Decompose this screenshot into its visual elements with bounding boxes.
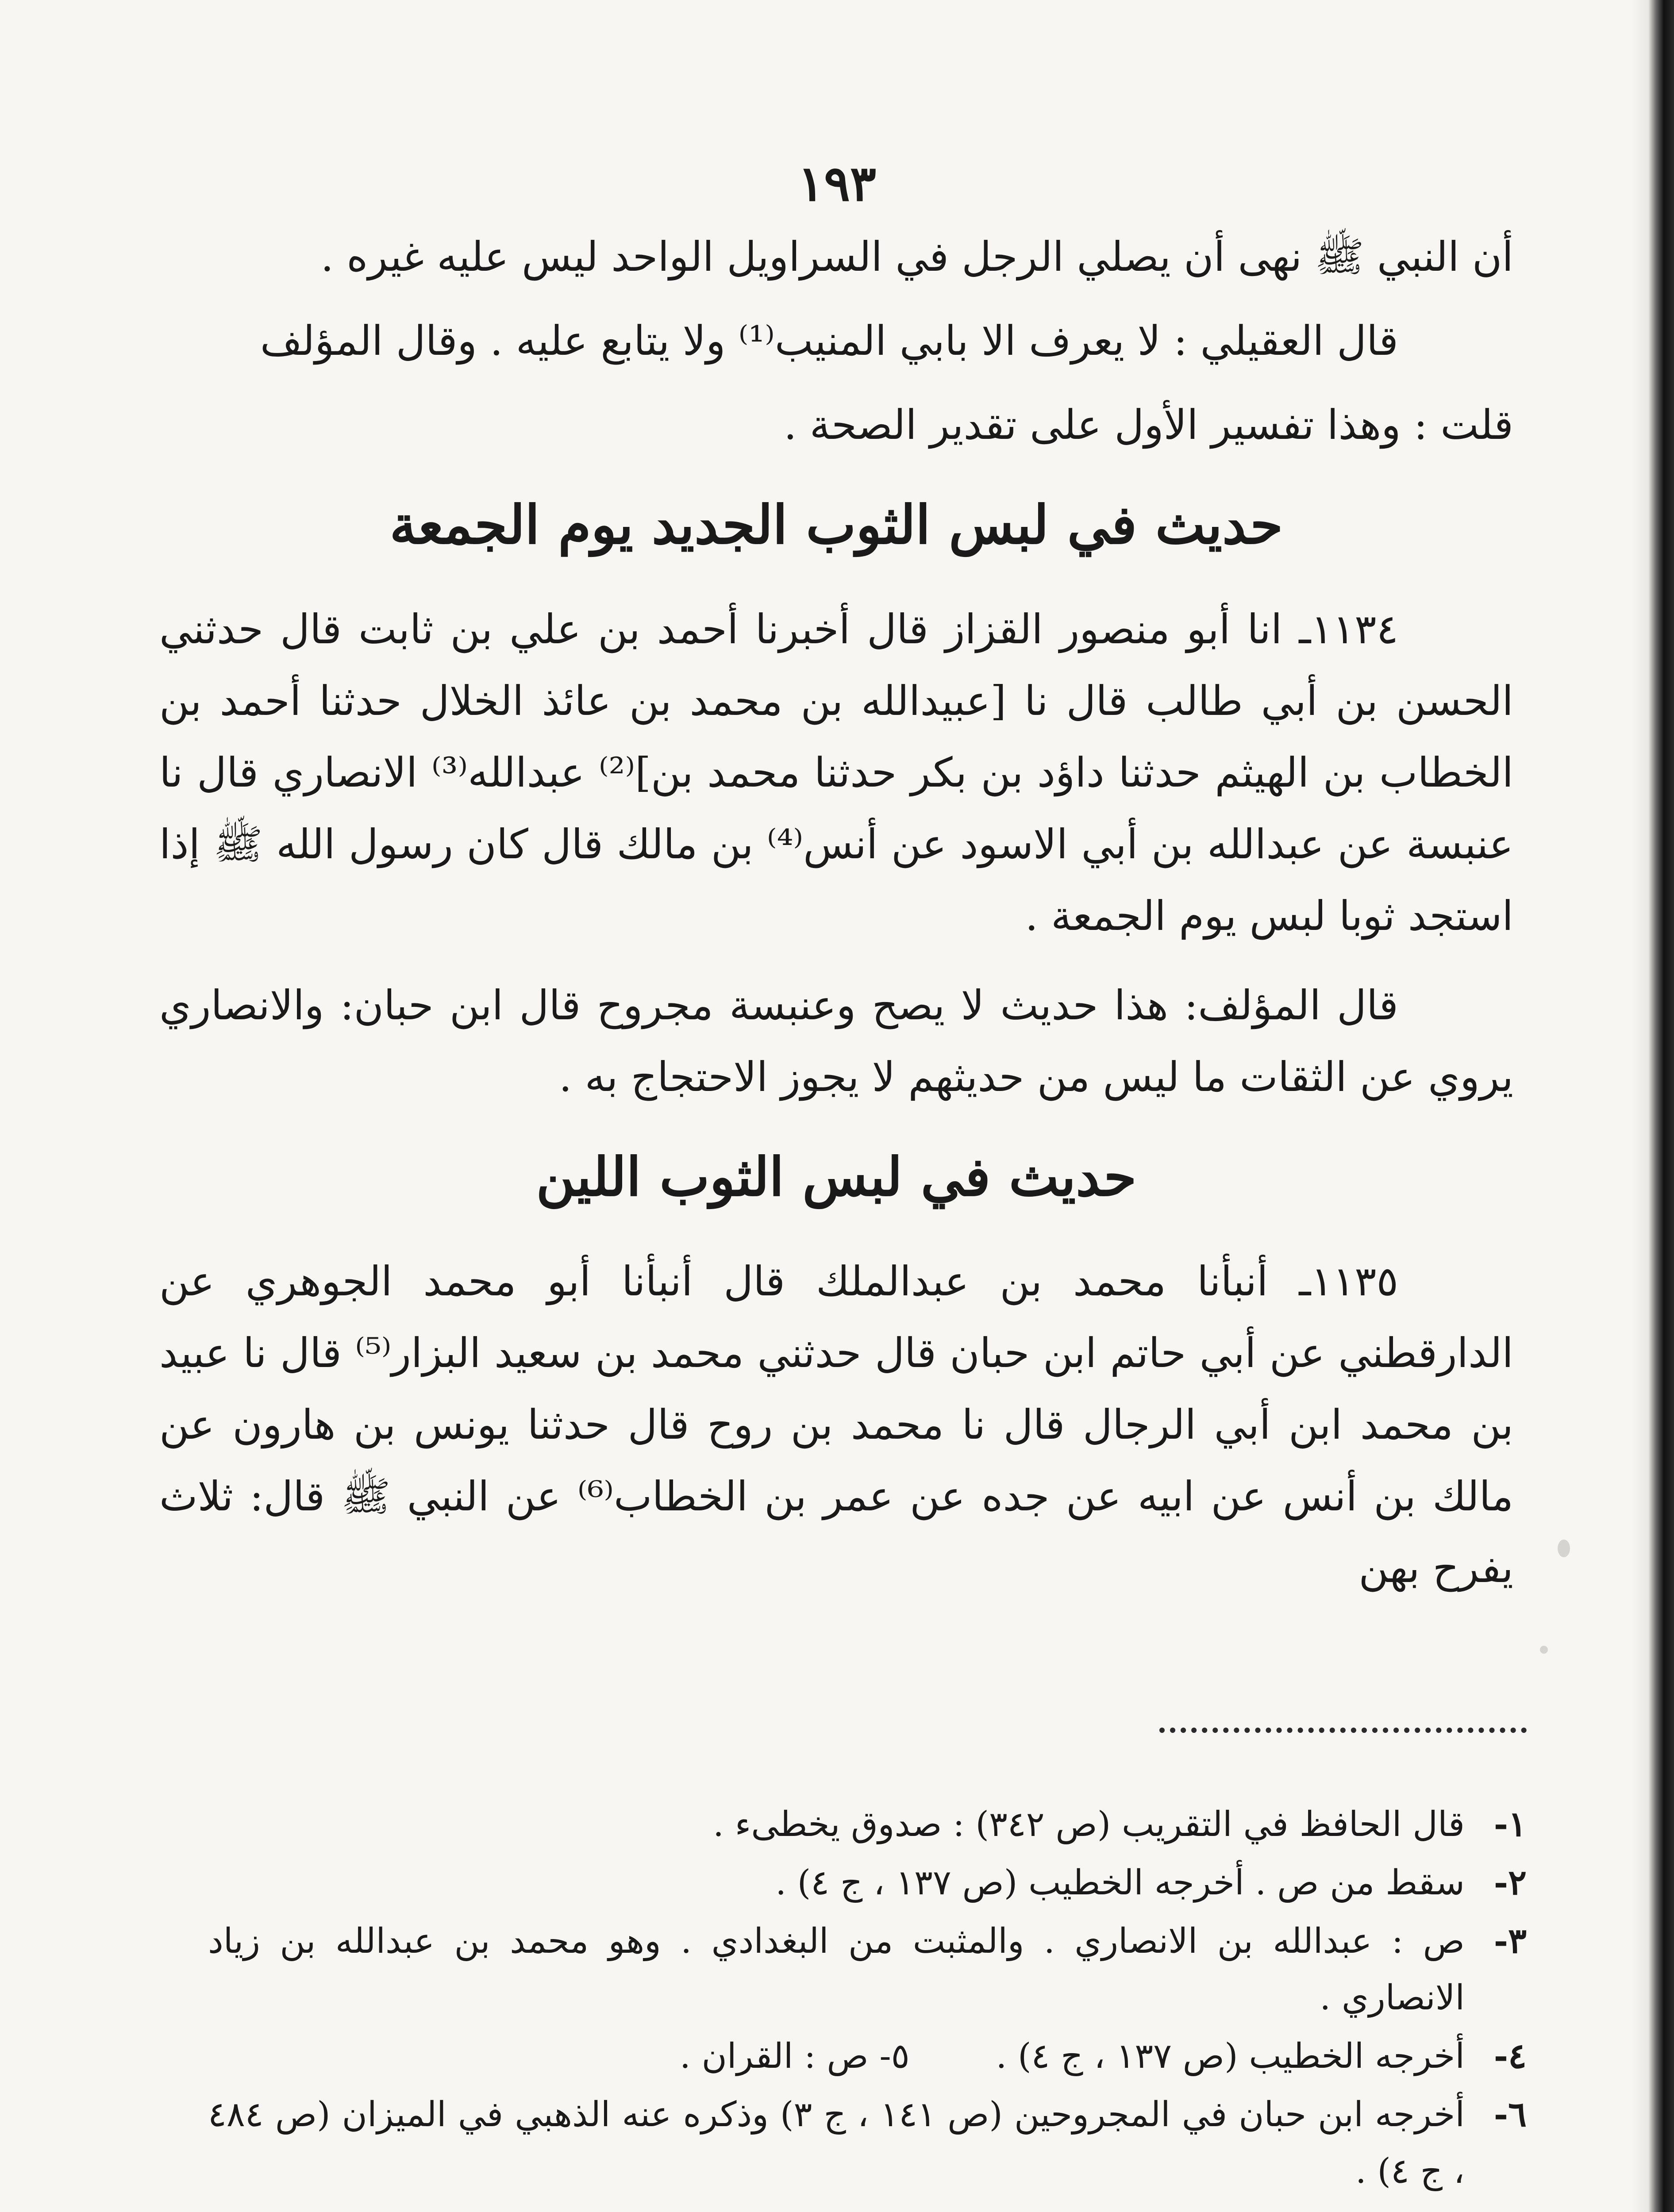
footnote-text: أخرجه ابن حبان في المجروحين (ص ١٤١ ، ج ٣) وذكره عنه الذهبي في الميزان (ص ٤٨٤ ، ج ٤) .: [208, 2095, 1465, 2191]
footnote-text: سقط من ص . أخرجه الخطيب (ص ١٣٧ ، ج ٤) .: [775, 1863, 1465, 1903]
main-text: [159, 221, 1513, 1617]
author-comment-1134: قال المؤلف: هذا حديث لا يصح وعنبسة مجروح قال ابن حبان: والانصاري يروي عن الثقات ما ليس من حديثهم لا يجوز الاحتجاج به .: [159, 982, 1513, 1101]
footnote-number: ٢-: [1493, 1863, 1527, 1903]
footnote-number: ٣-: [1493, 1921, 1527, 1961]
footnote-number: ٤-: [1493, 2036, 1527, 2076]
hadith-1135: ١١٣٥ـ أنبأنا محمد بن عبدالملك قال أنبأنا أبو محمد الجوهري عن الدارقطني عن أبي حاتم ابن حبان قال حدثني محمد بن سعيد البزار⁽⁵⁾ قال نا عبيد بن محمد ابن أبي الرجال قال نا محمد بن روح قال حدثنا يونس بن هارون عن مالك بن أنس عن ابيه عن جده عن عمر بن الخطاب⁽⁶⁾ عن النبي ﷺ قال: ثلاث يفرح بهن: [159, 1258, 1513, 1592]
scan-speck: [1540, 1646, 1548, 1654]
footnote-number: ٦-: [1493, 2094, 1527, 2135]
footnote-item: [208, 1855, 1527, 1911]
section-heading-soft-garment: حديث في لبس الثوب اللين: [536, 1146, 1137, 1208]
footnote-text: [208, 2028, 1465, 2085]
paragraph-uqayli-comment: قال العقيلي : لا يعرف الا بابي المنيب⁽¹⁾ ولا يتابع عليه . وقال المؤلف: [260, 317, 1398, 365]
scan-speck: [1558, 1540, 1570, 1557]
footnote-inline-number: ٥-: [879, 2036, 910, 2076]
book-spine-edge: [1648, 0, 1674, 2212]
hadith-1134: ١١٣٤ـ انا أبو منصور القزاز قال أخبرنا أحمد بن علي بن ثابت قال حدثني الحسن بن أبي طالب قال نا [عبيدالله بن محمد بن عائذ الخلال حدثنا أحمد بن الخطاب بن الهيثم حدثنا داؤد بن بكر حدثنا محمد بن]⁽²⁾ عبدالله⁽³⁾ الانصاري قال نا عنبسة عن عبدالله بن أبي الاسود عن أنس⁽⁴⁾ بن مالك قال كان رسول الله ﷺ إذا استجد ثوبا لبس يوم الجمعة .: [159, 606, 1513, 940]
footnote-inline-text: ص : القران .: [679, 2036, 869, 2076]
footnote-separator: [1159, 1728, 1527, 1733]
footnote-item: [208, 1913, 1527, 2026]
footnote-text: ص : عبدالله بن الانصاري . والمثبت من البغدادي . وهو محمد بن عبدالله بن زياد الانصاري .: [208, 1921, 1465, 2018]
page-gutter-shadow: [1631, 0, 1648, 2212]
section-heading-new-garment: حديث في لبس الثوب الجديد يوم الجمعة: [389, 494, 1283, 556]
footnotes: [208, 1796, 1527, 2201]
footnote-text: قال الحافظ في التقريب (ص ٣٤٢) : صدوق يخطىء .: [713, 1805, 1465, 1844]
footnote-item: [208, 2028, 1527, 2085]
page-number: ١٩٣: [797, 155, 877, 212]
footnote-item: [208, 2086, 1527, 2200]
paragraph-hadith-continuation: أن النبي ﷺ نهى أن يصلي الرجل في السراويل الواحد ليس عليه غيره .: [320, 233, 1513, 280]
paragraph-author-note: قلت : وهذا تفسير الأول على تقدير الصحة .: [784, 401, 1513, 449]
footnote-number: ١-: [1493, 1804, 1527, 1844]
footnote-text-part: أخرجه الخطيب (ص ١٣٧ ، ج ٤) .: [996, 2036, 1465, 2076]
footnote-item: [208, 1796, 1527, 1853]
